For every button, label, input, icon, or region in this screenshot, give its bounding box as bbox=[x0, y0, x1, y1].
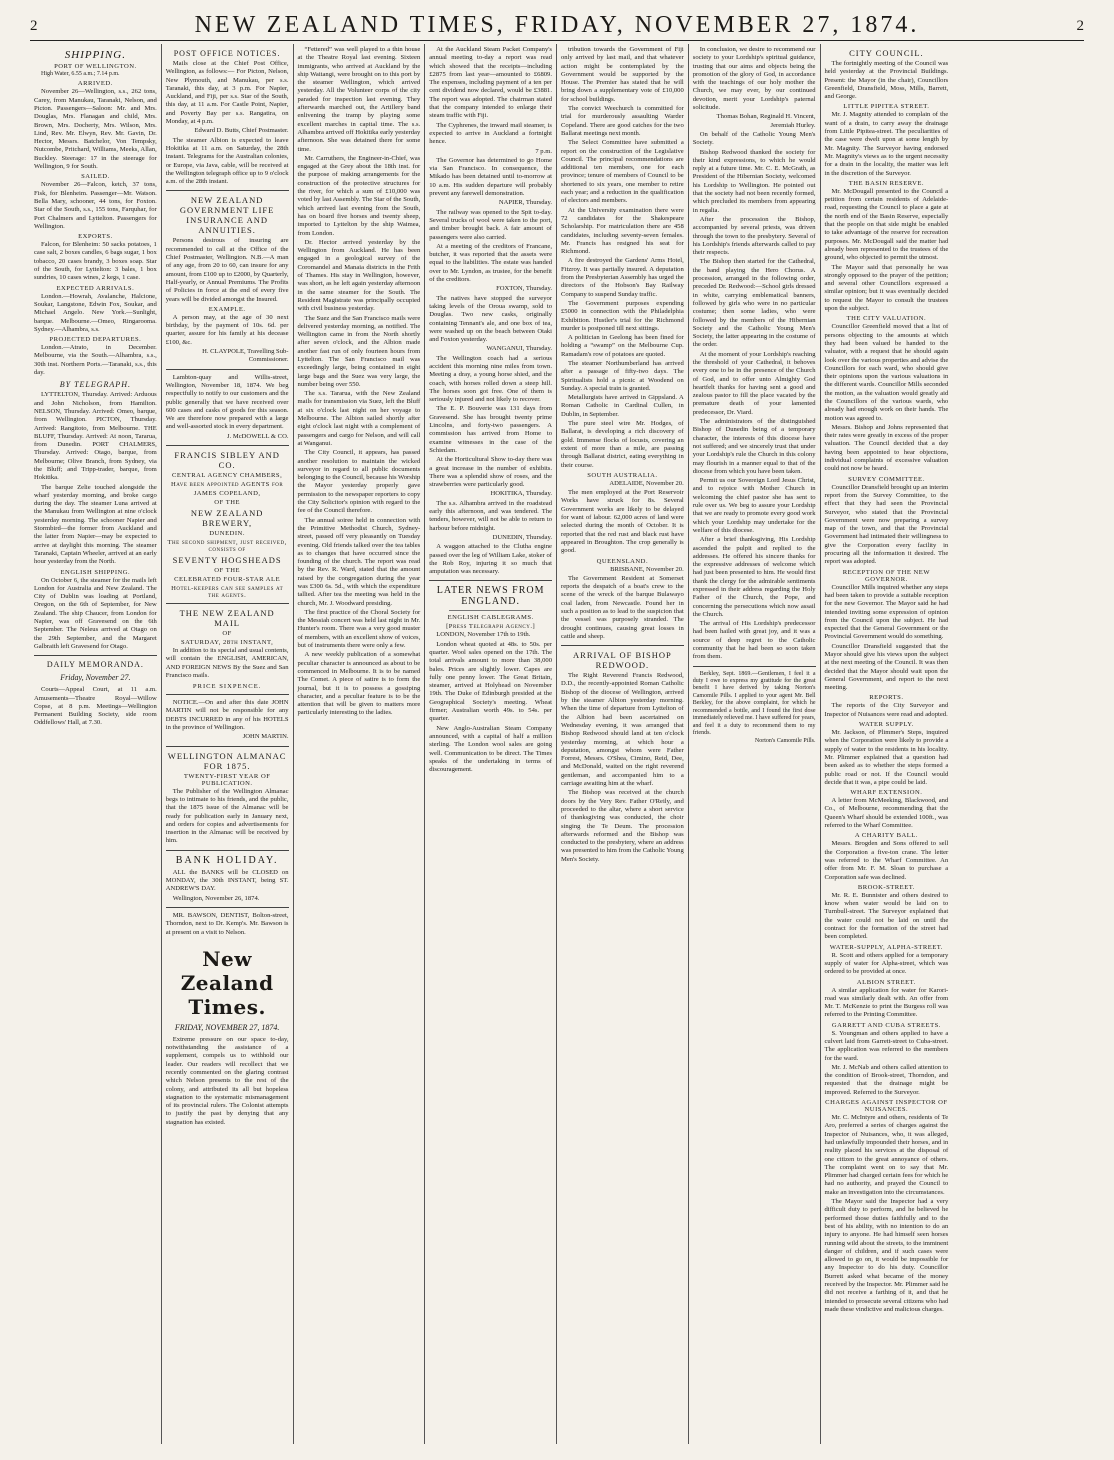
brewery-ad-line: SEVENTY HOGSHEADS bbox=[172, 554, 282, 565]
dateline: NAPIER, Thursday. bbox=[498, 199, 552, 207]
post-office-text: Mails close at the Chief Post Office, Wellington, as follows:— For Picton, Nelson, New Plymouth, and Manukau, per s.s. Taranaki, this day, at 3 p.m. For Napier, Auckland, and Fiji, per s.s. Star of the South, this day, at 11 a.m. For Castle Point, Napier, and Poverty Bay per s.s. Rangatira, on Monday, at 4 p.m. bbox=[165, 60, 289, 126]
article-paragraph: Permit us our Sovereign Lord Jesus Christ, and to rejoice with Mother Church in welcoming the chief pastor she has sent to rule over us. We beg to assure your Lordship that we are ready to promote every good work which your Lordship may undertake for the welfare of this diocese. bbox=[692, 477, 816, 534]
brewery-ad-line: NEW ZEALAND BREWERY, bbox=[190, 507, 264, 528]
article-paragraph: The natives have stopped the surveyor taking levels of the Oroua swamp, sold to Douglas. Two new casks, originally containing Tennant's ale, and one box of tea, were washed up on the beach between Otaki and Foxton yesterday. bbox=[429, 294, 552, 344]
divider bbox=[166, 746, 289, 747]
article-paragraph: Bishop Redwood thanked the society for their kind expressions, to which he would reply at a future time. Mr. C. E. McGrath, as President of the Hibernian Society, welcomed his Lordship to Wellington. He pointed out that the society had not been recently formed, which precluded its members from appearing in regalia. bbox=[692, 148, 816, 214]
article-paragraph: The Cyphrenes, the inward mail steamer, is expected to arrive in Auckland a fortnight hence. bbox=[429, 121, 552, 146]
brewery-ad bbox=[166, 450, 289, 599]
article-paragraph: The Suez and the San Francisco mails were delivered yesterday morning, as notified. The Wellington came in from the North shortly after seven o'clock, and the Albion made another fast run of only fourteen hours from Lyttelton. The San Francisco mail was exceedingly large, being contained in eight large bags and the Suez was very large, the number being over 550. bbox=[297, 314, 421, 388]
article-paragraph: After the procession the Bishop, accompanied by several priests, was driven through the town to the presbytery. Several of his Lordship's friends afterwards called to pay their respects. bbox=[692, 215, 816, 257]
lambton-notice: Lambton-quay and Willis-street, Wellington, November 18, 1874. We beg respectfully to notify to our customers and the public generally that we have received over 600 cases and casks of goods for this season. We are therefore now prepared with a large and well-assorted stock in every department. bbox=[165, 373, 289, 431]
subheading: WHARF EXTENSION. bbox=[850, 789, 923, 797]
mail-ad bbox=[166, 608, 289, 690]
article-paragraph: The first practice of the Choral Society for the Messiah concert was held last night in Mr. Hunter's room. There was a very good muster of members, with an excellent show of voices, but of instruments there were only a few. bbox=[297, 608, 421, 650]
arrived-text: November 26—Wellington, s.s., 262 tons, Carey, from Manukau, Taranaki, Nelson, and Picton. Passengers—Saloon: Mr. and Mrs. Douglas, Mrs. Flanagan and child, Mrs. Brown, Mrs. Docherty, Mrs. Wilson, Mrs. Lind, Rev. Mr. Elwyn, Rev. Mr. Gavin, Dr. Hector, Messrs. Batchelor, Von Tempsky, Nutcombe, Pritchard, Williams, Meeks, Allan, Buckley. Steerage: 17 in the steerage for Wellington, 9 for South. bbox=[34, 88, 157, 171]
martin-notice: NOTICE.—On and after this date JOHN MARTIN will not be responsible for any DEBTS INCURRED in any of his HOTELS in the province of Wellington. bbox=[165, 699, 289, 732]
article-paragraph: Councillor Dransfield suggested that the Mayor should give his views upon the subject at the next meeting of the Council. It was then decided that the Mayor should wait upon the General Government, and report to the next meeting. bbox=[824, 642, 949, 692]
bank-holiday-heading: BANK HOLIDAY. bbox=[175, 854, 279, 866]
subheading: A CHARITY BALL. bbox=[854, 832, 918, 840]
city-council-heading: CITY COUNCIL. bbox=[849, 48, 924, 58]
divider bbox=[166, 603, 289, 604]
dateline: HOKITIKA, Thursday. bbox=[490, 490, 552, 498]
bank-holiday-date: Wellington, November 26, 1874. bbox=[172, 894, 260, 902]
article-paragraph: The Government Resident at Somerset reports the despatch of a boat's crew to the scene of the wreck of the barque Bulawayo coal laden, from Newcastle. Found her in such a position as to lead to the suspicion that the vessel was purposely stranded. The drought continues, causing great losses in cattle and sheep. bbox=[561, 574, 684, 640]
sailed-heading: SAILED. bbox=[81, 173, 110, 181]
column-4 bbox=[425, 44, 557, 1444]
later-news-heading: LATER NEWS FROM ENGLAND. bbox=[436, 585, 545, 608]
pills-advertisement-sign: Norton's Camomile Pills. bbox=[754, 738, 816, 745]
subheading: SURVEY COMMITTEE. bbox=[848, 475, 925, 483]
article-paragraph: The Right Reverend Francis Redwood, D.D., the recently-appointed Roman Catholic Bishop of the diocese of Wellington, arrived by the steamer Albion yesterday morning. When the time of departure from Lyttelton of the Albion had been ascertained on Wednesday evening, it was arranged that Bishop Redwood should land at ten o'clock yesterday morning, at which hour a deputation, amongst whom were Father Forrest, Messrs. O'Shea, Cimino, Reid, Dee, and McDonald, waited on the right reverend gentleman, and accompanied him to a carriage awaiting him at the wharf. bbox=[561, 672, 684, 788]
article-paragraph: At the Horticultural Show to-day there was a great increase in the number of exhibits. There was a splendid show of roses, and the strawberries were particularly good. bbox=[429, 456, 552, 489]
article-paragraph: Councillor Dransfield brought up an interim report from the Survey Committee, to the effect that they had seen the Provincial Surveyor, who stated that the Provincial Government were now preparing a survey map of the town, and that the Provincial Government had intimated their willingness to give the Corporation every facility in procuring all the information it desired. The report was adopted. bbox=[824, 483, 949, 566]
dateline: ADELAIDE, November 20. bbox=[609, 479, 684, 487]
article-paragraph: New Anglo-Australian Steam Company announced, with a capital of half a million sterling. The London wool sales are going well. Communication to be direct. The Times speaks of the undertaking in terms of discouragement. bbox=[429, 724, 552, 774]
dateline: DUNEDIN, Thursday. bbox=[492, 533, 552, 541]
example-heading: EXAMPLE. bbox=[208, 305, 246, 313]
pills-advertisement: Berkley, Sept. 1869.—Gentlemen, I feel it a duty I owe to express my gratitude for the great benefit I have derived by taking Norton's Camomile Pills. I applied to your agent Mr. Bell Berkley, for the above complaint, for which he recommended a bottle, and I found the first dose immediately relieved me. I have suffered for years, and feel it a duty to recommend them to my friends. bbox=[692, 670, 816, 736]
mail-ad-price: PRICE SIXPENCE. bbox=[192, 683, 262, 691]
brewery-ad-line: Have been appointed AGENTS for bbox=[171, 480, 284, 488]
exports-text: Falcon, for Blenheim: 50 sacks potatoes, 1 case salt, 2 boxes candles, 6 bags sugar, 1 box tobacco, 20 cases brandy, 3 boxes soap. Star of the South, for Lyttelton: 3 bales, 1 box sundries, 10 cases wines, 2 kegs, 1 case. bbox=[34, 241, 157, 282]
article-paragraph: The railway was opened to the Spit to-day. Several trucks of wool were taken to the port, and timber brought back. A fair amount of passengers were also carried. bbox=[429, 208, 552, 241]
gov-insurance-text: Persons desirous of insuring are recommended to call at the Office of the Chief Postmaster, Wellington. N.B.—A man of any age, from 20 to 60, can insure for any amount, from £100 up to £2000, by Quarterly, Half-yearly, or Annual Premiums. The Profits of Policies in force at the end of every five years will be divided amongst the Insured. bbox=[165, 237, 289, 303]
divider bbox=[166, 445, 289, 446]
article-paragraph: A fire destroyed the Gardens' Arms Hotel, Fitzroy. It was partially insured. A deputation from the Presbyterian Assembly has urged the directors of the Hobson's Bay Railway Company to suspend Sunday traffic. bbox=[561, 257, 684, 298]
dateline: WANGANUI, Thursday. bbox=[486, 345, 552, 353]
gov-insurance-heading: NEW ZEALAND GOVERNMENT LIFE INSURANCE AND ANNUITIES. bbox=[179, 195, 275, 236]
lambton-sign: J. McDOWELL & CO. bbox=[227, 432, 289, 440]
article-paragraph: A new weekly publication of a somewhat peculiar character is announced as about to be commenced in Melbourne. It is to be named The Comet. A piece of satire is to form the journal, but it is to possess a gossiping character, and a peculiar feature is to be the attention that will be given to matters more particularly interesting to the ladies. bbox=[297, 651, 421, 717]
article-paragraph: Mr. Carruthers, the Engineer-in-Chief, was engaged at the Grey about the 18th inst. for the purpose of making arrangements for the construction of the protective structures for the river, for which a sum of £10,000 was voted by last Assembly. The Star of the South, which arrived last evening from the South, has on board five horses and twenty sheep, imported to Lyttelton by the ship Waimea, from London. bbox=[297, 154, 421, 237]
newspaper-nameplate: New Zealand Times. bbox=[180, 946, 274, 1019]
queensland-heading: QUEENSLAND. bbox=[596, 557, 649, 565]
brewery-ad-line: DUNEDIN. bbox=[209, 529, 245, 537]
english-shipping-text: On October 6, the steamer for the mails left London for Australia and New Zealand. The City of Dublin was loading at Portland, Oregon, on the 6th of September, for New Zealand. The ship Chaucer, from London for Napier, was off Gravesend on the 6th September. The Neleus arrived at Otago on the 29th September, and the Margaret Galbraith left Gravesend for Otago. bbox=[34, 576, 157, 650]
article-paragraph: “Fettered” was well played to a thin house at the Theatre Royal last evening. Sixteen immigrants, who arrived at Auckland by the ship Waitangi, were brought on to this port by the steamer Wellington, which arrived yesterday. All the Volunteer corps of the city paraded for inspection last evening. They afterwards marched out, the Artillery band enlivening the tramp by playing some excellent marches in capital time. The s.s. Alhambra arrived off Hokitika early yesterday afternoon. She was detained there for some time. bbox=[297, 46, 421, 153]
article-paragraph: After a brief thanksgiving, His Lordship ascended the pulpit and replied to the addresses. He offered his sincere thanks for the expressive addresses of welcome which had just been presented to him. He would first thank the clergy for the admirable sentiments expressed in their address regarding the Holy Father of the Church, the Pope, and concerning the persecutions which now assail the Church. bbox=[692, 536, 816, 618]
sailed-text: November 26—Falcon, ketch, 37 tons, Fisk, for Blenheim. Passenger—Mr. Watson. Bella Mary, schooner, 44 tons, for Foxton. Star of the South, s.s., 155 tons, Farquhar, for Port Chalmers and Lyttelton. Passengers for Wellington. bbox=[34, 181, 157, 230]
leader-date: FRIDAY, NOVEMBER 27, 1874. bbox=[174, 1022, 280, 1032]
article-paragraph: At the Auckland Steam Packet Company's annual meeting to-day a report was read which showed that the receipts—including £2875 from last year—amounted to £6809. The expenses, including payment of a ten per cent dividend now declared, would be £3881. The report was adopted. The chairman stated that the company intended to enlarge their steam traffic with Fiji. bbox=[429, 46, 552, 120]
brewery-ad-line: JAMES COPELAND, bbox=[193, 489, 261, 497]
dateline: 7 p.m. bbox=[535, 147, 552, 155]
article-paragraph: Mr. Jackson, of Plimmer's Steps, inquired when the Corporation were likely to provide a supply of water to the residents in his locality. Mr. Plimmer explained that a question had been asked as to whether the steps formed a public road or not. If the Council would decide that it was, a pipe could be laid. bbox=[824, 729, 949, 786]
article-paragraph: Mr. J. McNab and others called attention to the condition of Brook-street, Thorndon, and requested that the drainage might be improved. Referred to the Surveyor. bbox=[824, 1063, 949, 1096]
article-paragraph: The administrators of the distinguished Bishop of Dunedin being of a temporary character, the interests of this diocese have not suffered; and we sincerely trust that under your Lordship's rule the Church in this colony may flourish in a manner equal to that of the diocese from which you have been taken. bbox=[692, 418, 816, 475]
article-paragraph: Messrs. Bishop and Johns represented that their rates were greatly in excess of the proper valuation. The Council decided that a day having been appointed to hear objections, individual complaints of excessive valuation could not now be heard. bbox=[824, 423, 949, 473]
subheading: CHARGES AGAINST INSPECTOR OF NUISANCES. bbox=[825, 1099, 948, 1114]
bank-holiday-text: ALL the BANKS will be CLOSED on MONDAY, the 30th INSTANT, being ST. ANDREW'S DAY. bbox=[165, 868, 289, 893]
masthead bbox=[0, 0, 1114, 40]
article-paragraph: tribution towards the Government of Fiji only arrived by last mail, and that whatever action might be contemplated by the Government would be supported by the House. The Premier has stated that he will bring down a supplementary vote of £10,000 for school buildings. bbox=[561, 46, 684, 103]
article-paragraph: Metallurgists have arrived in Gippsland. A Roman Catholic in Cardinal Cullen, in Dublin, in September. bbox=[561, 394, 684, 418]
article-paragraph: The s.s. Tararua, with the New Zealand mails for transmission via Suez, left the Bluff at six o'clock last night on her voyage to Melbourne. The Albion sailed shortly after eight o'clock last night with a complement of passengers and cargo for Nelson, and will call at Wanganui. bbox=[297, 390, 421, 447]
divider bbox=[561, 645, 684, 646]
article-paragraph: The Governor has determined to go Home via San Francisco. In consequence, the Mikado has been detained until to-morrow at 10 a.m. His sudden departure will probably prevent any farewell demonstration. bbox=[429, 156, 552, 198]
projected-text: London.—Atrato, in December. Melbourne, via the South.—Alhambra, s.s., 30th inst. Northern Ports.—Taranaki, s.s., this day. bbox=[34, 344, 157, 377]
article-paragraph: At the moment of your Lordship's reaching the threshold of your Cathedral, it behoves every one to be in the presence of the Church of God, and to offer unto Almighty God heartfelt thanks for having sent a good and zealous pastor to fill the place vacated by the premature death of your lamented predecessor, Dr. Viard. bbox=[692, 350, 816, 416]
subheading: ALBION STREET. bbox=[856, 978, 916, 986]
article-paragraph: Mr. R. E. Bunnister and others desired to know when water would be laid on to Turnbull-street. The Surveyor explained that the water could not be laid on until the contract for the formation of the street had been completed. bbox=[824, 891, 949, 941]
article-paragraph: S. Youngman and others applied to have a culvert laid from Garrett-street to Cuba-street. The application was referred to the members for the ward. bbox=[824, 1029, 949, 1062]
english-shipping-heading: ENGLISH SHIPPING. bbox=[60, 568, 131, 576]
article-paragraph: The E. P. Bouverie was 131 days from Gravesend. She has brought twenty prime Lincolns, and forty-two passengers. A commission has arrived from Home to examine witnesses in the case of the Schiedam. bbox=[429, 405, 552, 454]
article-paragraph: The men employed at the Port Reservoir Works have struck for 8s. Several Government works are likely to be delayed for want of labour. 62,000 acres of land were selected during the month of October. It is reported that the red rust and black rust have appeared in Broughton. The crop generally is good. bbox=[561, 489, 684, 555]
article-paragraph: Dr. Hector arrived yesterday by the Wellington from Auckland. He has been engaged in a geological survey of the Coromandel and Manaia districts in the Frith of Thames. His stay in Wellington, however, was short, as he left again yesterday afternoon in the same steamer for the South. The Resident Magistrate was principally occupied with civil business yesterday. bbox=[297, 238, 421, 313]
masthead-rule bbox=[30, 40, 1084, 41]
subheading: THE BASIN RESERVE. bbox=[848, 179, 925, 187]
subheading: GARRETT AND CUBA STREETS. bbox=[831, 1021, 941, 1029]
subheading: REPORTS. bbox=[869, 694, 904, 702]
article-paragraph: The arrival of His Lordship's predecessor had been hailed with great joy, and it was a source of deep regret to the Catholic community that he had been so soon taken from them. bbox=[692, 620, 816, 661]
article-paragraph: Messrs. Brogden and Sons offered to sell the Corporation a five-ton crane. The letter was referred to the Wharf Committee. An offer from Mr. F. M. Sloan to purchase a Corporation safe was declined. bbox=[824, 840, 949, 881]
steamer-notice: The steamer Albion is expected to leave Hokitika at 11 a.m. on Saturday, the 28th instant. Telegrams for the Australian colonies, or Europe, via Java, cable, will be received at the Wellington telegraph office up to 9 o'clock a.m. of the 28th instant. bbox=[165, 136, 289, 186]
post-office-heading: POST OFFICE NOTICES. bbox=[173, 49, 281, 58]
telegraph-heading: BY TELEGRAPH. bbox=[59, 380, 131, 390]
divider bbox=[166, 694, 289, 695]
article-paragraph: The steamer Northumberland has arrived after a passage of fifty-two days. The Spiritualists hold a picnic at Woodend on Sunday. A special train is granted. bbox=[561, 359, 684, 392]
article-paragraph: The s.s. Alhambra arrived in the roadstead early this afternoon, and was tendered. The tenders, however, will not be able to return to harbour before midnight. bbox=[429, 499, 552, 532]
telegraph-text: LYTTELTON, Thursday. Arrived: Arduous and John Nicholson, from Hamilton. NELSON, Thursday. Arrived: Omeo, barque, from Wellington. PICTON, Thursday. Arrived: Rangitoto, from Melbourne. THE BLUFF, Thursday. Arrived: At noon, Tararua, from Dunedin. PORT CHALMERS, Thursday. Arrived: Otago, barque, from Melbourne; Olive Branch, from Sydney, via the Bluff; and Tripp-trader, barque, from Hokitika. bbox=[34, 391, 157, 482]
column-5 bbox=[557, 44, 689, 1444]
article-paragraph: The Mayor said that personally he was strongly opposed to the prayer of the petition; and several other Councillors expressed a similar opinion; but it was eventually decided to request the Mayor to consult the trustees upon the subject. bbox=[824, 263, 949, 313]
signatories: Thomas Bohan, Reginald H. Vincent, Jeremiah Hurley. bbox=[716, 113, 816, 129]
article-paragraph: Mr. C. McIntyre and others, residents of Te Aro, preferred a series of charges against the Inspector of Nuisances, who, it was alleged, had unlawfully impounded their horses, and in reality placed his services at the disposal of one citizen to the great annoyance of others. The complaint went on to say that Mr. Plimmer had charged certain fees for which he had no authority, and prayed the Council to make an investigation into the circumstances. bbox=[824, 1114, 949, 1196]
divider bbox=[34, 655, 157, 656]
article-paragraph: At the University examination there were 72 candidates for the Shakespeare Scholarship. For matriculation there are 458 candidates, including seventy-seven females. Mr. Francis has resigned his seat for Richmond. bbox=[561, 206, 684, 256]
subheading: THE CITY VALUATION. bbox=[846, 315, 927, 323]
martin-sign: JOHN MARTIN. bbox=[242, 733, 289, 741]
mail-ad-text: In addition to its special and usual contents, will contain the ENGLISH, AMERICAN, AND FOREIGN NEWS By the Suez and San Francisco mails. bbox=[165, 646, 289, 679]
mail-ad-of: OF bbox=[222, 629, 232, 637]
post-office-sign: Edward D. Butts, Chief Postmaster. bbox=[194, 127, 289, 135]
almanac-subheading: TWENTY-FIRST YEAR OF PUBLICATION. bbox=[183, 772, 271, 787]
south-australia-heading: SOUTH AUSTRALIA. bbox=[587, 471, 658, 479]
divider bbox=[449, 610, 532, 611]
expected-text: London.—Howrah, Avalanche, Halcione, Soukar, Langstone, Edwin Fox, Soukar, and Michael Angelo. New York.—Sunlight, barque. Melbourne.—Omeo, Ringarooma. Sydney.—Alhambra, s.s. bbox=[34, 292, 157, 333]
exports-heading: EXPORTS. bbox=[78, 233, 113, 241]
brewery-ad-line: CENTRAL AGENCY CHAMBERS, bbox=[172, 471, 283, 479]
page-columns bbox=[30, 44, 1084, 1444]
article-paragraph: Councillor Mills inquired whether any steps had been taken to provide a suitable reception for the new Governor. The Mayor said he had intended inviting some expression of opinion from the Council upon the subject. He had expected that the General Government or the Provincial Government would do something. bbox=[824, 583, 949, 641]
example-text: A person may, at the age of 30 next birthday, by the payment of 10s. 6d. per quarter, assure for his family at his decease £100, &c. bbox=[165, 313, 289, 346]
brewery-ad-line: OF THE bbox=[214, 498, 241, 506]
leader-text: Extreme pressure on our space to-day, notwithstanding the assistance of a supplement, compels us to withhold our leader. Our readers will recollect that we recently commented on the glaring contrast which Nelson presents to the rest of the colony, and attributed its all but hopeless stagnation to the systematic mismanagement of its provincial rulers. The Colonist attempts to justify the past by denying that any stagnation has existed. bbox=[165, 1035, 289, 1126]
masthead-title: NEW ZEALAND TIMES, FRIDAY, NOVEMBER 27, 1874. bbox=[194, 12, 920, 38]
column-1 bbox=[30, 44, 162, 1444]
dateline: FOXTON, Thursday. bbox=[496, 285, 552, 293]
article-paragraph: A similar application for water for Karori-road was similarly dealt with. An offer from Mr. T. McKenzie to print the Burgess roll was referred to the Printing Committee. bbox=[824, 986, 949, 1019]
arrived-heading: ARRIVED. bbox=[77, 80, 113, 88]
article-paragraph: Councillor Greenfield moved that a list of persons objecting to the amounts at which they had been valued be handed to the valuator, with a request that he should again look over the various properties and advise the Councillors for each ward, who should give their opinions upon the various valuations in the different wards. Councillor Mills seconded the motion, as the valuation would greatly aid the Councillors of the various wards, who already had enough work on their hands. The motion was agreed to. bbox=[824, 323, 949, 422]
daily-memoranda-heading: DAILY MEMORANDA. bbox=[46, 660, 144, 670]
article-paragraph: The Government purposes expending £5000 in connection with the Philadelphia Exhibition. Hustler's trial for the Richmond murder is postponed till next sittings. bbox=[561, 299, 684, 332]
cablegrams-dateline: LONDON, November 17th to 19th. bbox=[436, 631, 531, 639]
column-7 bbox=[821, 44, 953, 1444]
article-paragraph: R. Scott and others applied for a temporary supply of water for Alpha-street, which was ordered to be provided at once. bbox=[824, 951, 949, 976]
article-paragraph: The reports of the City Surveyor and Inspector of Nuisances were read and adopted. bbox=[824, 702, 949, 718]
expected-heading: EXPECTED ARRIVALS. bbox=[56, 284, 135, 292]
signatories-note: On behalf of the Catholic Young Men's Society. bbox=[692, 130, 816, 147]
subheading: WATER SUPPLY. bbox=[858, 721, 914, 729]
column-3 bbox=[294, 44, 426, 1444]
article-paragraph: The Select Committee have submitted a report on the construction of the Legislative Council. The principal recommendations are additional ten members, one for each province; tenure of members of Council to be shortened to six years, one member to retire each year; and a reduction in the qualification of electors and members. bbox=[561, 139, 684, 205]
divider bbox=[166, 369, 289, 370]
divider bbox=[166, 907, 289, 908]
article-paragraph: A politician in Geelong has been fined for holding a “swamp” on the Melbourne Cup. Ramadam's row of potatoes are quoted. bbox=[561, 334, 684, 358]
article-paragraph: London wheat quoted at 48s. to 50s. per quarter. Wool sales opened on the 17th. The total arrivals amount to more than 38,000 bales. Prices are slightly lower. Capes are fully one penny lower. The Great Britain, steamer, arrived at Holyhead on November 19th. The Duke of Edinburgh presided at the Geographical Society's meeting. Wheat firmer; Australian worth 49s. to 54s. per quarter. bbox=[429, 640, 552, 723]
daily-memoranda-text: Courts—Appeal Court, at 11 a.m. Amusements—Theatre Royal—Willow Copse, at 8 p.m. Meetings—Wellington Permanent Building Society, side room Oddfellows' Hall, at 7.30. bbox=[34, 686, 157, 727]
daily-memoranda-date: Friday, November 27. bbox=[60, 673, 131, 683]
page-number-left: 2 bbox=[30, 18, 38, 34]
article-paragraph: Mr. McDougall presented to the Council a petition from certain residents of Adelaide-road, requesting the Council to place a gate at the north end of the Basin Reserve, especially that the people on that side might be enabled to take advantage of the reserve for recreation purposes. Mr. McDougall said the matter had already been represented to the trustees of the ground, who objected to permit the utmost. bbox=[824, 187, 949, 262]
local-shipping-text: The barque Zelie touched alongside the wharf yesterday morning, and broke cargo during the day. The steamer Luna arrived at the Manukau from Wellington at nine o'clock yesterday morning. The schooner Napier and Stormbird—the former from Auckland and the latter from Napier—may be expected to arrive at daylight this morning. The steamer Taranaki, Captain Wheeler, arrived at an early hour yesterday from the North. bbox=[34, 483, 157, 566]
subheading: LITTLE PIPITEA STREET. bbox=[843, 103, 930, 111]
bishop-arrival-heading: ARRIVAL OF BISHOP REDWOOD. bbox=[573, 650, 672, 671]
brewery-ad-line: OF THE bbox=[214, 566, 241, 574]
dateline: BRISBANE, November 20. bbox=[610, 565, 684, 573]
subheading: RECEPTION OF THE NEW GOVERNOR. bbox=[842, 568, 931, 583]
brewery-ad-line: The second shipment, just received, consists of bbox=[167, 538, 287, 553]
cablegrams-agency: [Press Telegraph Agency.] bbox=[446, 623, 536, 631]
article-paragraph: The Mayor said the Inspector had a very difficult duty to perform, and he believed he performed those duties faithfully and to the best of his ability, with no intention to do an injury to anyone. He had himself seen horses running wild about the streets, to the imminent danger of children, and if such cases were allowed to go on, it would be impossible for any Inspector to do his duty. Councillor Burrett asked what became of the money received by the Inspector. Mr. Plimmer said he did not receive a farthing of it, and that he intended to prosecute several citizens who had made these vindictive and malicious charges. bbox=[824, 1198, 949, 1313]
almanac-text: The Publisher of the Wellington Almanac begs to intimate to his friends, and the public, that the 1875 issue of the Almanac will be ready for publication early in January next, and orders for copies and advertisements for insertion in the Almanac will be received by him. bbox=[165, 787, 289, 845]
article-paragraph: The pure steel wire Mr. Hodges, of Ballarat, is developing a rich discovery of gold. Immense flocks of locusts, covering an extent of more than a mile, are passing through Ballarat district, eating everything in their course. bbox=[561, 420, 684, 469]
divider bbox=[166, 190, 289, 191]
column-2 bbox=[162, 44, 294, 1444]
brewery-ad-line: CELEBRATED FOUR-STAR ALE bbox=[174, 575, 281, 583]
article-paragraph: A waggon attached to the Clutha engine passed over the leg of William Lake, stoker of the Rob Roy, injuring it so much that amputation was necessary. bbox=[429, 543, 552, 576]
article-paragraph: The Bishop was received at the church doors by the Very Rev. Father O'Reily, and proceeded to the altar, where a short service of thanksgiving was conducted, the choir singing the Te Deum. The procession afterwards reformed and the Bishop was conducted to the presbytery, where an address was presented to him from the Catholic Young Men's Society. bbox=[561, 789, 684, 863]
article-paragraph: At a meeting of the creditors of Francane, butcher, it was reported that the assets were equal to the liabilities. The estate was handed over to Mr. Lyndon, as trustee, for the benefit of the creditors. bbox=[429, 242, 552, 284]
high-water: High Water, 6.55 a.m.; 7.14 p.m. bbox=[41, 71, 120, 77]
port-heading: PORT OF WELLINGTON. bbox=[54, 63, 137, 70]
divider bbox=[693, 666, 816, 667]
divider bbox=[429, 580, 552, 581]
cablegrams-heading: ENGLISH CABLEGRAMS. bbox=[447, 614, 534, 622]
article-paragraph: In conclusion, we desire to recommend our society to your Lordship's spiritual guidance, trusting that our aims and objects being the promotion of the glory of God, in accordance with the teachings of our holy mother the Church, we may ever, by our continued devotion, merit your Lordship's paternal solicitude. bbox=[692, 46, 816, 112]
article-paragraph: The convict Weechurch is committed for trial for murderously assaulting Warder Copeland. There are good catches for the two Ballarat meetings next month. bbox=[561, 105, 684, 137]
mail-ad-heading: THE NEW ZEALAND MAIL bbox=[179, 607, 275, 628]
subheading: BROOK-STREET. bbox=[857, 883, 915, 891]
article-paragraph: The annual soiree held in connection with the Primitive Methodist Church, Sydney-street, passed off very pleasantly on Tuesday evening. Old friends talked over the tea tables as to changes that have occurred since the founding of the church. The report was read by the Rev. R. Ward, stated that the amount raised by the congregation during the year was £300 6s. 5d., with which the expenditure tallied. After tea the meeting was held in the church, Mr. J. Woodward presiding. bbox=[297, 516, 421, 607]
almanac-heading: WELLINGTON ALMANAC FOR 1875. bbox=[167, 750, 287, 771]
article-paragraph: A letter from McMeeking, Blackwood, and Co., of Melbourne, recommending that the Queen's Wharf should be extended 100ft., was referred to the Wharf Committee. bbox=[824, 797, 949, 830]
page-number-right: 2 bbox=[1076, 18, 1084, 34]
article-paragraph: The fortnightly meeting of the Council was held yesterday at the Provincial Buildings. Present: the Mayor (in the chair), Councillors Greenfield, Dransfield, Moss, Mills, Barrett, and George. bbox=[824, 60, 949, 101]
subheading: WATER-SUPPLY, ALPHA-STREET. bbox=[829, 943, 943, 951]
divider bbox=[166, 850, 289, 851]
article-paragraph: The Bishop then started for the Cathedral, the band playing the Hero Chorus. A procession, arranged in the following order, preceded Dr. Redwood:—School girls dressed in white, carrying emblematical banners, followed by girls who were in no particular costume; then some ladies, who were followed by the members of the Hibernian Society and the Catholic Young Men's Society, the latter appearing in the costume of the order. bbox=[692, 258, 816, 349]
brewery-ad-heading: FRANCIS SIBLEY AND CO. bbox=[174, 449, 280, 470]
projected-heading: PROJECTED DEPARTURES. bbox=[49, 336, 142, 344]
brewery-ad-line: Hotel-keepers can see samples at the agents. bbox=[171, 584, 284, 599]
article-paragraph: The City Council, it appears, has passed another resolution to maintain the wicked surveyor in regard to all public documents belonging to the Council, because his Worship the Mayor yesterday properly gave permission to the newspaper reporters to copy the City Solicitor's opinion with regard to the fee of the Council therefore. bbox=[297, 449, 421, 515]
dentist-notice: MR. BAWSON, DENTIST, Bolton-street, Thorndon, next to Dr. Kemp's. Mr. Bawson is at present on a visit to Nelson. bbox=[165, 911, 289, 936]
article-paragraph: Mr. J. Magnity attended to complain of the want of a drain, to carry away the drainage from Little Pipitea-street. The peculiarities of the case were dwelt upon at some length by Mr. Magnity. The Surveyor having endorsed Mr. Magnity's views as to the urgent necessity for a drain in the locality, the matter was left in the discretion of the Surveyor. bbox=[824, 111, 949, 177]
article-paragraph: The Wellington coach had a serious accident this morning nine miles from town. Meeting a dray, a young horse shied, and the coach, with horses rolled down a steep hill. The horses soon got free. One of them is seriously injured and not likely to recover. bbox=[429, 354, 552, 404]
column-6 bbox=[689, 44, 821, 1444]
example-sign: H. CLAYPOLE, Travelling Sub-Commissioner. bbox=[202, 348, 289, 364]
shipping-heading: SHIPPING. bbox=[64, 49, 126, 61]
mail-ad-date: SATURDAY, 28th INSTANT, bbox=[180, 638, 274, 646]
